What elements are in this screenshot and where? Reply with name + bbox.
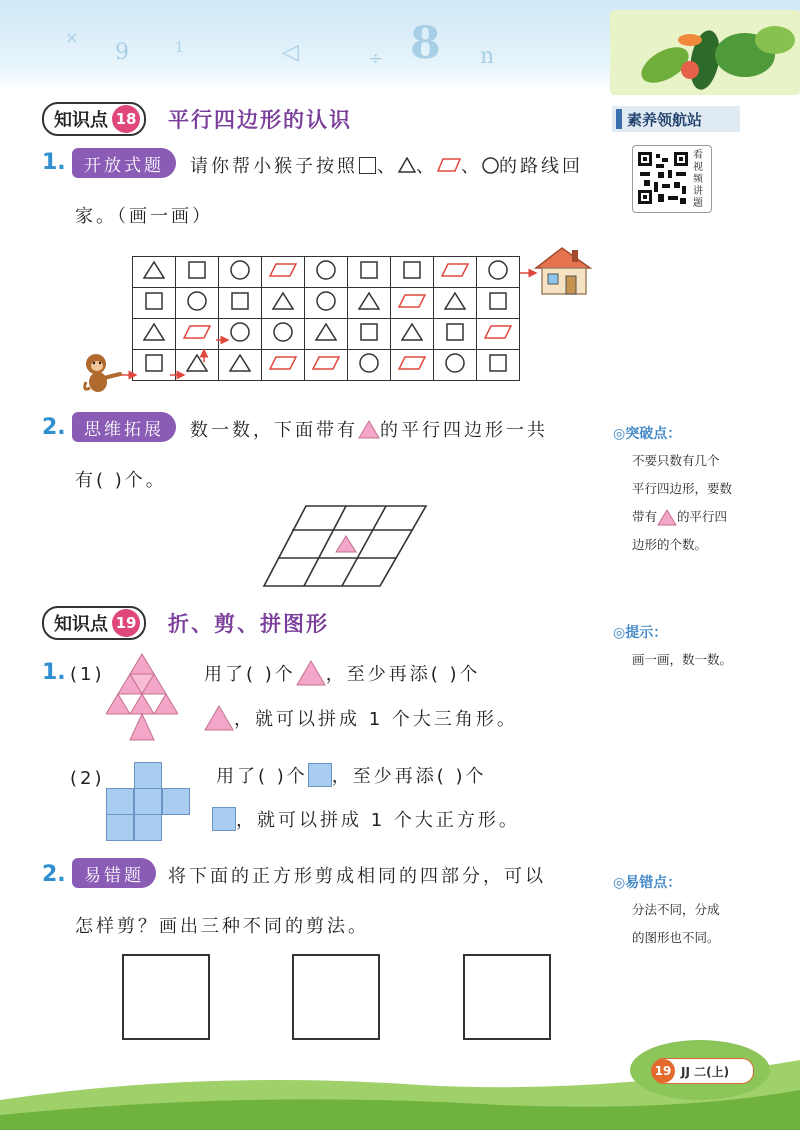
blue-square-icon [212,807,236,831]
grass-footer [0,1040,800,1130]
question-text: 有( )个。 [75,470,167,491]
deco-symbol: ◁ [282,40,299,65]
deco-symbol: n [480,44,495,69]
qr-caption-char: 看 [693,150,703,161]
knowledge-point-number: 19 [112,609,140,637]
question-number: 1. [42,150,66,175]
side-note-head: ◎易错点： [613,875,682,891]
question-text-line [204,660,481,686]
house-icon [532,242,596,298]
page-number: 19 [651,1059,675,1083]
pink-triangle-icon [296,660,326,686]
triangle-icon [398,157,416,173]
section-title: 折、剪、拼图形 [168,612,329,636]
question-text: 请你帮小猴子按照 [190,156,358,177]
monkey-icon [80,352,126,396]
question-text-line [216,762,487,788]
side-note-line: 的图形也不同。 [632,930,720,945]
drawing-square-1[interactable] [122,954,210,1040]
route-arrows [100,250,540,400]
deco-symbol: 9 [115,40,129,65]
question-number: 1. [42,660,66,685]
part-label: (2) [70,768,105,789]
blue-square [134,814,162,841]
side-note-line: 边形的个数。 [632,537,708,552]
knowledge-point-pill [42,606,146,640]
square-icon [359,157,376,174]
page-badge [652,1058,754,1084]
qr-caption-char: 频 [693,174,703,185]
question-text: ，就可以拼成 1 个大正方形。 [236,810,520,831]
pink-triangle-icon [657,509,677,526]
qr-code-icon [636,150,690,206]
question-text: ，就可以拼成 1 个大三角形。 [234,709,518,730]
parallelogram-icon [437,158,461,172]
circle-icon [482,157,499,174]
drawing-square-2[interactable] [292,954,380,1040]
question-text-line [190,152,583,178]
question-text: 将下面的正方形剪成相同的四部分，可以 [168,866,546,887]
question-text: 的路线回 [499,156,583,177]
question-text: ，至少再添( )个 [331,766,487,787]
station-label: 素养领航站 [627,110,703,129]
side-note-head: ◎突破点： [613,426,682,442]
separator: 、 [416,156,437,177]
question-tag: 开放式题 [72,148,176,178]
side-note-text: 带有 [632,509,658,524]
knowledge-point-number: 18 [112,105,140,133]
square-composite [106,762,190,842]
section-title: 平行四边形的认识 [168,108,352,132]
blue-square [134,788,162,815]
pink-triangle-icon [358,420,380,439]
blue-square [134,762,162,789]
blue-square-icon [308,763,332,787]
station-badge [612,106,740,132]
pink-triangle-icon [204,705,234,731]
book-label: JJ 二(上) [681,1064,730,1079]
deco-symbol: 1 [175,40,184,56]
separator: 、 [377,156,398,177]
qr-caption-char: 视 [693,162,703,173]
blue-square [106,788,134,815]
question-number: 2. [42,862,66,887]
side-note-line: 分法不同，分成 [632,902,720,917]
qr-caption [693,150,705,210]
question-text-line [204,705,518,731]
knowledge-point-label: 知识点 [54,614,108,635]
question-text: 的平行四边形一共 [380,420,548,441]
side-note-text: 的平行四 [677,509,728,524]
question-text: 用了( )个 [204,664,296,685]
question-text-line [190,416,548,442]
question-text-line [212,806,520,832]
blue-square [162,788,190,815]
qr-caption-char: 题 [693,198,703,209]
separator: 、 [461,156,482,177]
question-tag: 易错题 [72,858,156,888]
knowledge-point-pill [42,102,146,136]
deco-symbol: × [65,28,79,47]
question-tag: 思维拓展 [72,412,176,442]
question-text: 用了( )个 [216,766,308,787]
qr-caption-char: 讲 [693,186,703,197]
side-note-head: ◎提示： [613,625,668,641]
side-note-line [632,503,762,531]
side-note-line: 平行四边形，要数 [632,481,733,496]
triangle-composite [106,652,178,744]
qr-card[interactable] [632,145,712,213]
blue-square [106,814,134,841]
question-text: ，至少再添( )个 [325,664,481,685]
knowledge-point-label: 知识点 [54,110,108,131]
part-label: (1) [70,664,105,685]
question-text: 家。（画一画） [75,206,213,227]
side-note-body [632,896,720,952]
side-note-body: 画一画，数一数。 [632,652,733,667]
question-text: 数一数，下面带有 [190,420,358,441]
deco-symbol: 8 [410,18,441,69]
side-note-line: 不要只数有几个 [632,453,720,468]
question-number: 2. [42,415,66,440]
parallelogram-lattice [260,502,432,590]
bookmark-icon [616,109,622,129]
side-note-body [632,447,762,559]
question-text: 怎样剪？画出三种不同的剪法。 [75,916,369,937]
drawing-square-3[interactable] [463,954,551,1040]
deco-symbol: ÷ [368,48,384,69]
plant-illustration [610,10,800,95]
